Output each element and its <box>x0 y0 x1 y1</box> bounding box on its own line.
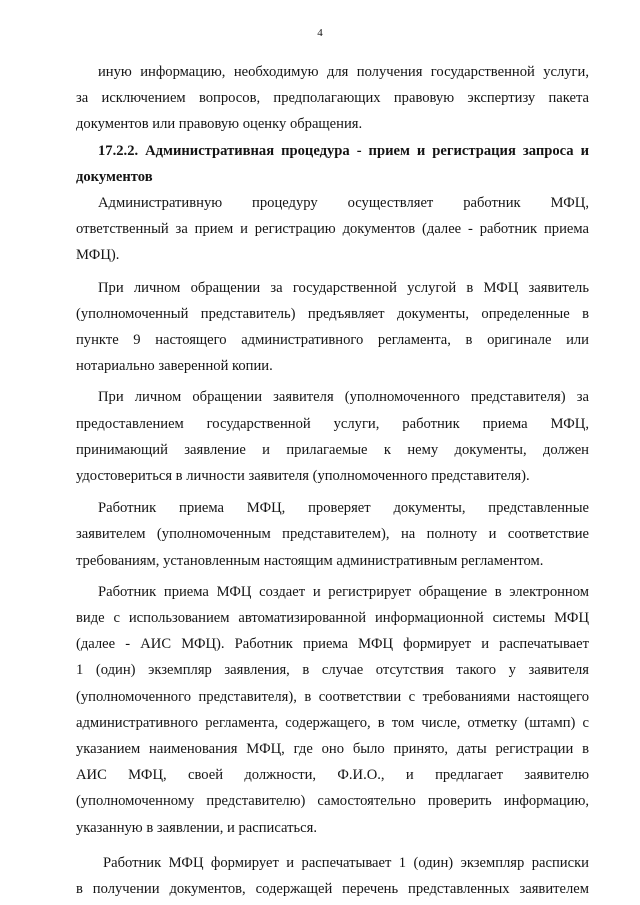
text-line: документов или правовую оценку обращения. <box>76 116 363 133</box>
page-number: 4 <box>317 27 323 39</box>
paragraph-procedure <box>76 190 589 269</box>
text-line: Работник приема МФЦ создает и регистрирует обращение в электронном <box>98 583 589 600</box>
text-line: (уполномоченного представителя), в соответствии с требованиями настоящего <box>76 688 589 705</box>
paragraph-identity <box>76 384 589 489</box>
text-line: документов <box>76 168 153 185</box>
text-line: Работник МФЦ формирует и распечатывает 1 (один) экземпляр расписки <box>103 854 589 871</box>
text-line: АИС МФЦ, своей должности, Ф.И.О., и предлагает заявителю <box>76 767 589 784</box>
text-line: административного регламента, содержащего, в том числе, отметку (штамп) с <box>76 714 589 731</box>
text-line: нотариально заверенной копии. <box>76 358 273 375</box>
paragraph-continuation <box>76 59 589 138</box>
text-line: При личном обращении за государственной услугой в МФЦ заявитель <box>98 279 589 296</box>
text-line: за исключением вопросов, предполагающих правовую экспертизу пакета <box>76 90 589 107</box>
text-line: принимающий заявление и прилагаемые к нему документы, должен <box>76 441 589 458</box>
text-line: (уполномоченному представителю) самостоятельно проверить информацию, <box>76 793 589 810</box>
text-line: Работник приема МФЦ, проверяет документы, представленные <box>98 500 589 517</box>
text-line: МФЦ). <box>76 247 120 264</box>
paragraph-receipt <box>76 850 589 902</box>
paragraph-personal-appeal <box>76 275 589 380</box>
paragraph-register <box>76 579 589 841</box>
text-line: виде с использованием автоматизированной информационной системы МФЦ <box>76 610 589 627</box>
text-line: пункте 9 настоящего административного регламента, в оригинале или <box>76 332 589 349</box>
text-line: При личном обращении заявителя (уполномоченного представителя) за <box>98 389 589 406</box>
text-line: заявителем (уполномоченным представителем), на полноту и соответствие <box>76 526 589 543</box>
text-line: ответственный за прием и регистрацию документов (далее - работник приема <box>76 221 589 238</box>
text-line: указанием наименования МФЦ, где оно было принято, даты регистрации в <box>76 741 589 758</box>
paragraph-check <box>76 495 589 574</box>
text-line: иную информацию, необходимую для получения государственной услуги, <box>98 64 589 80</box>
text-line: требованиям, установленным настоящим административным регламентом. <box>76 552 544 569</box>
text-line: в получении документов, содержащей перечень представленных заявителем <box>76 881 589 898</box>
text-line: (уполномоченный представитель) предъявляет документы, определенные в <box>76 305 589 322</box>
text-line: 17.2.2. Административная процедура - прием и регистрация запроса и <box>98 142 589 159</box>
paragraph-heading <box>76 138 589 190</box>
text-line: предоставлением государственной услуги, работник приема МФЦ, <box>76 415 589 432</box>
text-line: 1 (один) экземпляр заявления, в случае отсутствия такого у заявителя <box>76 662 589 679</box>
document-body <box>76 59 589 902</box>
text-line: (далее - АИС МФЦ). Работник приема МФЦ формирует и распечатывает <box>76 636 589 653</box>
text-line: указанную в заявлении, и расписаться. <box>76 819 317 836</box>
text-line: удостовериться в личности заявителя (уполномоченного представителя). <box>76 468 530 485</box>
text-line: Административную процедуру осуществляет работник МФЦ, <box>98 195 589 212</box>
